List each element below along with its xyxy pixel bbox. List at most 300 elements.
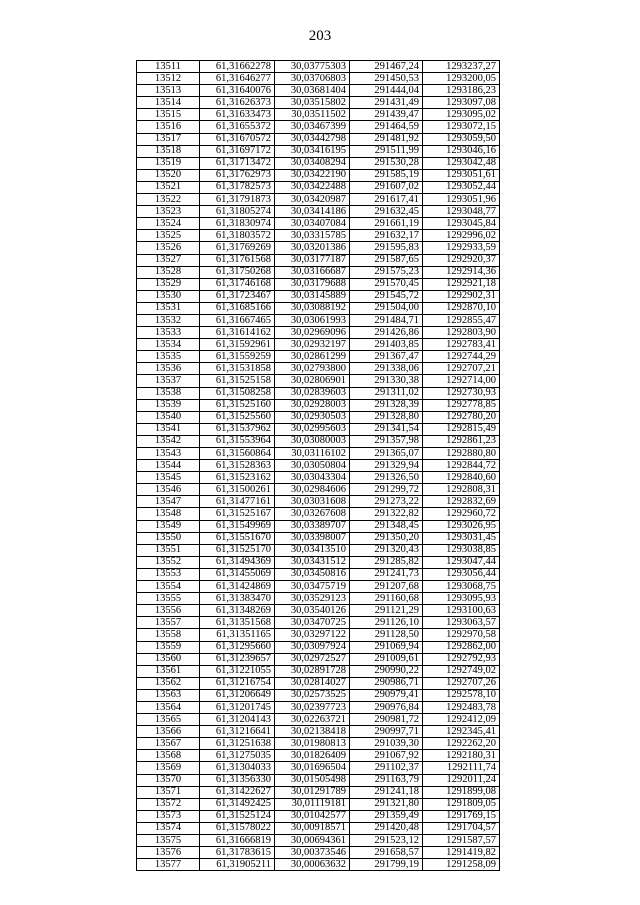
table-row: [137, 302, 500, 314]
latitude-cell: 61,31251638: [200, 738, 275, 750]
latitude-cell: 61,31221055: [200, 665, 275, 677]
longitude-cell: 30,03416195: [275, 145, 350, 157]
longitude-cell: 30,03470725: [275, 617, 350, 629]
table-row: [137, 484, 500, 496]
latitude-cell: 61,31746168: [200, 278, 275, 290]
point-number-cell: 13548: [137, 508, 200, 520]
x-coordinate-cell: 291102,37: [350, 762, 423, 774]
table-row: [137, 677, 500, 689]
point-number-cell: 13530: [137, 290, 200, 302]
table-row: [137, 496, 500, 508]
y-coordinate-cell: 1293056,44: [423, 568, 500, 580]
table-row: [137, 109, 500, 121]
y-coordinate-cell: 1293100,63: [423, 605, 500, 617]
point-number-cell: 13538: [137, 387, 200, 399]
y-coordinate-cell: 1292578,10: [423, 689, 500, 701]
y-coordinate-cell: 1291899,08: [423, 786, 500, 798]
table-row: [137, 448, 500, 460]
y-coordinate-cell: 1292111,74: [423, 762, 500, 774]
table-row: [137, 290, 500, 302]
table-row: [137, 181, 500, 193]
point-number-cell: 13511: [137, 61, 200, 73]
table-row: [137, 593, 500, 605]
x-coordinate-cell: 291328,39: [350, 399, 423, 411]
point-number-cell: 13515: [137, 109, 200, 121]
x-coordinate-cell: 291511,99: [350, 145, 423, 157]
x-coordinate-cell: 291545,72: [350, 290, 423, 302]
point-number-cell: 13516: [137, 121, 200, 133]
longitude-cell: 30,01696504: [275, 762, 350, 774]
x-coordinate-cell: 291241,73: [350, 568, 423, 580]
table-row: [137, 363, 500, 375]
longitude-cell: 30,02969096: [275, 327, 350, 339]
y-coordinate-cell: 1293031,45: [423, 532, 500, 544]
latitude-cell: 61,31662278: [200, 61, 275, 73]
y-coordinate-cell: 1292412,09: [423, 714, 500, 726]
table-row: [137, 194, 500, 206]
x-coordinate-cell: 291321,80: [350, 798, 423, 810]
latitude-cell: 61,31646277: [200, 73, 275, 85]
longitude-cell: 30,03116102: [275, 448, 350, 460]
y-coordinate-cell: 1291809,05: [423, 798, 500, 810]
x-coordinate-cell: 291341,54: [350, 423, 423, 435]
y-coordinate-cell: 1292714,00: [423, 375, 500, 387]
x-coordinate-cell: 291207,68: [350, 581, 423, 593]
table-row: [137, 73, 500, 85]
latitude-cell: 61,31769269: [200, 242, 275, 254]
x-coordinate-cell: 291585,19: [350, 169, 423, 181]
x-coordinate-cell: 291299,72: [350, 484, 423, 496]
table-row: [137, 423, 500, 435]
point-number-cell: 13524: [137, 218, 200, 230]
x-coordinate-cell: 291523,12: [350, 835, 423, 847]
latitude-cell: 61,31500261: [200, 484, 275, 496]
latitude-cell: 61,31666819: [200, 835, 275, 847]
y-coordinate-cell: 1292870,10: [423, 302, 500, 314]
latitude-cell: 61,31525560: [200, 411, 275, 423]
x-coordinate-cell: 291128,50: [350, 629, 423, 641]
point-number-cell: 13556: [137, 605, 200, 617]
latitude-cell: 61,31304033: [200, 762, 275, 774]
point-number-cell: 13517: [137, 133, 200, 145]
x-coordinate-cell: 291439,47: [350, 109, 423, 121]
table-row: [137, 762, 500, 774]
longitude-cell: 30,02814027: [275, 677, 350, 689]
latitude-cell: 61,31791873: [200, 194, 275, 206]
point-number-cell: 13564: [137, 701, 200, 713]
y-coordinate-cell: 1291769,15: [423, 810, 500, 822]
point-number-cell: 13550: [137, 532, 200, 544]
table-row: [137, 701, 500, 713]
table-row: [137, 435, 500, 447]
table-row: [137, 327, 500, 339]
point-number-cell: 13563: [137, 689, 200, 701]
table-row: [137, 568, 500, 580]
y-coordinate-cell: 1292920,37: [423, 254, 500, 266]
point-number-cell: 13552: [137, 556, 200, 568]
y-coordinate-cell: 1291704,57: [423, 822, 500, 834]
longitude-cell: 30,03681404: [275, 85, 350, 97]
point-number-cell: 13512: [137, 73, 200, 85]
latitude-cell: 61,31670572: [200, 133, 275, 145]
y-coordinate-cell: 1291258,09: [423, 859, 500, 871]
y-coordinate-cell: 1292996,02: [423, 230, 500, 242]
table-row: [137, 653, 500, 665]
longitude-cell: 30,02806901: [275, 375, 350, 387]
latitude-cell: 61,31239657: [200, 653, 275, 665]
y-coordinate-cell: 1293072,15: [423, 121, 500, 133]
x-coordinate-cell: 291587,65: [350, 254, 423, 266]
longitude-cell: 30,00373546: [275, 847, 350, 859]
point-number-cell: 13542: [137, 435, 200, 447]
y-coordinate-cell: 1292803,90: [423, 327, 500, 339]
point-number-cell: 13562: [137, 677, 200, 689]
point-number-cell: 13521: [137, 181, 200, 193]
table-row: [137, 472, 500, 484]
point-number-cell: 13540: [137, 411, 200, 423]
longitude-cell: 30,00694361: [275, 835, 350, 847]
point-number-cell: 13572: [137, 798, 200, 810]
longitude-cell: 30,03422488: [275, 181, 350, 193]
x-coordinate-cell: 291617,41: [350, 194, 423, 206]
table-row: [137, 810, 500, 822]
y-coordinate-cell: 1293047,44: [423, 556, 500, 568]
longitude-cell: 30,01826409: [275, 750, 350, 762]
longitude-cell: 30,03706803: [275, 73, 350, 85]
longitude-cell: 30,03398007: [275, 532, 350, 544]
latitude-cell: 61,31525170: [200, 544, 275, 556]
x-coordinate-cell: 291530,28: [350, 157, 423, 169]
y-coordinate-cell: 1292707,26: [423, 677, 500, 689]
latitude-cell: 61,31762973: [200, 169, 275, 181]
y-coordinate-cell: 1292921,18: [423, 278, 500, 290]
page-number: 203: [308, 28, 332, 44]
latitude-cell: 61,31783615: [200, 847, 275, 859]
longitude-cell: 30,02573525: [275, 689, 350, 701]
longitude-cell: 30,03467399: [275, 121, 350, 133]
longitude-cell: 30,00918571: [275, 822, 350, 834]
longitude-cell: 30,02972527: [275, 653, 350, 665]
longitude-cell: 30,02891728: [275, 665, 350, 677]
point-number-cell: 13525: [137, 230, 200, 242]
latitude-cell: 61,31750268: [200, 266, 275, 278]
point-number-cell: 13527: [137, 254, 200, 266]
x-coordinate-cell: 291359,49: [350, 810, 423, 822]
table-row: [137, 581, 500, 593]
table-row: [137, 157, 500, 169]
y-coordinate-cell: 1292832,69: [423, 496, 500, 508]
x-coordinate-cell: 291570,45: [350, 278, 423, 290]
x-coordinate-cell: 291160,68: [350, 593, 423, 605]
point-number-cell: 13534: [137, 339, 200, 351]
longitude-cell: 30,02984606: [275, 484, 350, 496]
latitude-cell: 61,31614162: [200, 327, 275, 339]
y-coordinate-cell: 1293052,44: [423, 181, 500, 193]
x-coordinate-cell: 291467,24: [350, 61, 423, 73]
table-row: [137, 774, 500, 786]
point-number-cell: 13561: [137, 665, 200, 677]
y-coordinate-cell: 1293063,57: [423, 617, 500, 629]
x-coordinate-cell: 291632,17: [350, 230, 423, 242]
table-row: [137, 97, 500, 109]
point-number-cell: 13539: [137, 399, 200, 411]
latitude-cell: 61,31655372: [200, 121, 275, 133]
x-coordinate-cell: 291330,38: [350, 375, 423, 387]
latitude-cell: 61,31723467: [200, 290, 275, 302]
longitude-cell: 30,03408294: [275, 157, 350, 169]
point-number-cell: 13543: [137, 448, 200, 460]
y-coordinate-cell: 1292744,29: [423, 351, 500, 363]
longitude-cell: 30,02263721: [275, 714, 350, 726]
x-coordinate-cell: 291126,10: [350, 617, 423, 629]
table-row: [137, 835, 500, 847]
table-row: [137, 520, 500, 532]
y-coordinate-cell: 1293051,96: [423, 194, 500, 206]
y-coordinate-cell: 1292792,93: [423, 653, 500, 665]
latitude-cell: 61,31782573: [200, 181, 275, 193]
latitude-cell: 61,31685166: [200, 302, 275, 314]
x-coordinate-cell: 291403,85: [350, 339, 423, 351]
point-number-cell: 13558: [137, 629, 200, 641]
table-row: [137, 605, 500, 617]
latitude-cell: 61,31697172: [200, 145, 275, 157]
y-coordinate-cell: 1292970,58: [423, 629, 500, 641]
y-coordinate-cell: 1292815,49: [423, 423, 500, 435]
x-coordinate-cell: 291322,82: [350, 508, 423, 520]
point-number-cell: 13531: [137, 302, 200, 314]
table-row: [137, 85, 500, 97]
point-number-cell: 13555: [137, 593, 200, 605]
y-coordinate-cell: 1292778,85: [423, 399, 500, 411]
y-coordinate-cell: 1293097,08: [423, 97, 500, 109]
table-row: [137, 714, 500, 726]
longitude-cell: 30,03315785: [275, 230, 350, 242]
point-number-cell: 13533: [137, 327, 200, 339]
longitude-cell: 30,01119181: [275, 798, 350, 810]
y-coordinate-cell: 1292730,93: [423, 387, 500, 399]
longitude-cell: 30,03420987: [275, 194, 350, 206]
point-number-cell: 13537: [137, 375, 200, 387]
y-coordinate-cell: 1293026,95: [423, 520, 500, 532]
table-row: [137, 242, 500, 254]
table-row: [137, 230, 500, 242]
latitude-cell: 61,31508258: [200, 387, 275, 399]
point-number-cell: 13568: [137, 750, 200, 762]
x-coordinate-cell: 291365,07: [350, 448, 423, 460]
x-coordinate-cell: 291464,59: [350, 121, 423, 133]
table-row: [137, 133, 500, 145]
latitude-cell: 61,31348269: [200, 605, 275, 617]
x-coordinate-cell: 290986,71: [350, 677, 423, 689]
latitude-cell: 61,31206649: [200, 689, 275, 701]
latitude-cell: 61,31525158: [200, 375, 275, 387]
x-coordinate-cell: 291121,29: [350, 605, 423, 617]
x-coordinate-cell: 291484,71: [350, 314, 423, 326]
point-number-cell: 13532: [137, 314, 200, 326]
longitude-cell: 30,03515802: [275, 97, 350, 109]
y-coordinate-cell: 1292011,24: [423, 774, 500, 786]
table-row: [137, 556, 500, 568]
longitude-cell: 30,03201386: [275, 242, 350, 254]
y-coordinate-cell: 1292749,02: [423, 665, 500, 677]
y-coordinate-cell: 1292707,21: [423, 363, 500, 375]
longitude-cell: 30,03050804: [275, 460, 350, 472]
longitude-cell: 30,03031608: [275, 496, 350, 508]
table-row: [137, 206, 500, 218]
x-coordinate-cell: 291431,49: [350, 97, 423, 109]
longitude-cell: 30,01980813: [275, 738, 350, 750]
longitude-cell: 30,01042577: [275, 810, 350, 822]
table-row: [137, 278, 500, 290]
y-coordinate-cell: 1292855,47: [423, 314, 500, 326]
point-number-cell: 13551: [137, 544, 200, 556]
longitude-cell: 30,03413510: [275, 544, 350, 556]
table-row: [137, 532, 500, 544]
longitude-cell: 30,03166687: [275, 266, 350, 278]
x-coordinate-cell: 290981,72: [350, 714, 423, 726]
x-coordinate-cell: 291320,43: [350, 544, 423, 556]
point-number-cell: 13573: [137, 810, 200, 822]
longitude-cell: 30,03177187: [275, 254, 350, 266]
latitude-cell: 61,31528363: [200, 460, 275, 472]
point-number-cell: 13553: [137, 568, 200, 580]
point-number-cell: 13518: [137, 145, 200, 157]
x-coordinate-cell: 291039,30: [350, 738, 423, 750]
latitude-cell: 61,31525124: [200, 810, 275, 822]
table-row: [137, 387, 500, 399]
coordinates-table: [136, 60, 500, 871]
x-coordinate-cell: 291426,86: [350, 327, 423, 339]
latitude-cell: 61,31761568: [200, 254, 275, 266]
longitude-cell: 30,02397723: [275, 701, 350, 713]
table-row: [137, 629, 500, 641]
y-coordinate-cell: 1292780,20: [423, 411, 500, 423]
x-coordinate-cell: 291273,22: [350, 496, 423, 508]
longitude-cell: 30,02793800: [275, 363, 350, 375]
y-coordinate-cell: 1292933,59: [423, 242, 500, 254]
longitude-cell: 30,03043304: [275, 472, 350, 484]
y-coordinate-cell: 1292840,60: [423, 472, 500, 484]
x-coordinate-cell: 291575,23: [350, 266, 423, 278]
point-number-cell: 13574: [137, 822, 200, 834]
table-row: [137, 254, 500, 266]
table-row: [137, 411, 500, 423]
longitude-cell: 30,03267608: [275, 508, 350, 520]
point-number-cell: 13513: [137, 85, 200, 97]
table-row: [137, 750, 500, 762]
point-number-cell: 13544: [137, 460, 200, 472]
x-coordinate-cell: 291311,02: [350, 387, 423, 399]
y-coordinate-cell: 1293059,50: [423, 133, 500, 145]
table-row: [137, 314, 500, 326]
point-number-cell: 13566: [137, 726, 200, 738]
y-coordinate-cell: 1292902,31: [423, 290, 500, 302]
point-number-cell: 13523: [137, 206, 200, 218]
table-row: [137, 859, 500, 871]
table-row: [137, 61, 500, 73]
longitude-cell: 30,03145889: [275, 290, 350, 302]
longitude-cell: 30,01291789: [275, 786, 350, 798]
y-coordinate-cell: 1292783,41: [423, 339, 500, 351]
latitude-cell: 61,31477161: [200, 496, 275, 508]
table-row: [137, 399, 500, 411]
point-number-cell: 13519: [137, 157, 200, 169]
longitude-cell: 30,03407084: [275, 218, 350, 230]
latitude-cell: 61,31356330: [200, 774, 275, 786]
point-number-cell: 13520: [137, 169, 200, 181]
y-coordinate-cell: 1293042,48: [423, 157, 500, 169]
longitude-cell: 30,03414186: [275, 206, 350, 218]
y-coordinate-cell: 1292483,78: [423, 701, 500, 713]
latitude-cell: 61,31216641: [200, 726, 275, 738]
table-row: [137, 508, 500, 520]
longitude-cell: 30,02995603: [275, 423, 350, 435]
table-row: [137, 665, 500, 677]
longitude-cell: 30,00063632: [275, 859, 350, 871]
y-coordinate-cell: 1293051,61: [423, 169, 500, 181]
y-coordinate-cell: 1292844,72: [423, 460, 500, 472]
y-coordinate-cell: 1292862,00: [423, 641, 500, 653]
y-coordinate-cell: 1293186,23: [423, 85, 500, 97]
latitude-cell: 61,31351165: [200, 629, 275, 641]
latitude-cell: 61,31216754: [200, 677, 275, 689]
longitude-cell: 30,01505498: [275, 774, 350, 786]
latitude-cell: 61,31424869: [200, 581, 275, 593]
point-number-cell: 13559: [137, 641, 200, 653]
point-number-cell: 13514: [137, 97, 200, 109]
table-row: [137, 351, 500, 363]
x-coordinate-cell: 291481,92: [350, 133, 423, 145]
latitude-cell: 61,31295660: [200, 641, 275, 653]
point-number-cell: 13567: [137, 738, 200, 750]
y-coordinate-cell: 1292808,31: [423, 484, 500, 496]
point-number-cell: 13569: [137, 762, 200, 774]
y-coordinate-cell: 1292861,23: [423, 435, 500, 447]
table-row: [137, 689, 500, 701]
x-coordinate-cell: 291450,53: [350, 73, 423, 85]
x-coordinate-cell: 291444,04: [350, 85, 423, 97]
latitude-cell: 61,31351568: [200, 617, 275, 629]
latitude-cell: 61,31551670: [200, 532, 275, 544]
y-coordinate-cell: 1293200,05: [423, 73, 500, 85]
point-number-cell: 13536: [137, 363, 200, 375]
longitude-cell: 30,03179688: [275, 278, 350, 290]
point-number-cell: 13549: [137, 520, 200, 532]
x-coordinate-cell: 291285,82: [350, 556, 423, 568]
table-row: [137, 544, 500, 556]
y-coordinate-cell: 1292914,36: [423, 266, 500, 278]
latitude-cell: 61,31525167: [200, 508, 275, 520]
y-coordinate-cell: 1292345,41: [423, 726, 500, 738]
x-coordinate-cell: 291504,00: [350, 302, 423, 314]
table-row: [137, 847, 500, 859]
coordinates-table-container: [136, 60, 500, 871]
longitude-cell: 30,03297122: [275, 629, 350, 641]
coordinates-table-body: [137, 61, 500, 871]
point-number-cell: 13560: [137, 653, 200, 665]
y-coordinate-cell: 1293046,16: [423, 145, 500, 157]
longitude-cell: 30,02138418: [275, 726, 350, 738]
longitude-cell: 30,02861299: [275, 351, 350, 363]
point-number-cell: 13547: [137, 496, 200, 508]
table-row: [137, 617, 500, 629]
table-row: [137, 145, 500, 157]
x-coordinate-cell: 290997,71: [350, 726, 423, 738]
latitude-cell: 61,31494369: [200, 556, 275, 568]
x-coordinate-cell: 291326,50: [350, 472, 423, 484]
latitude-cell: 61,31633473: [200, 109, 275, 121]
point-number-cell: 13557: [137, 617, 200, 629]
